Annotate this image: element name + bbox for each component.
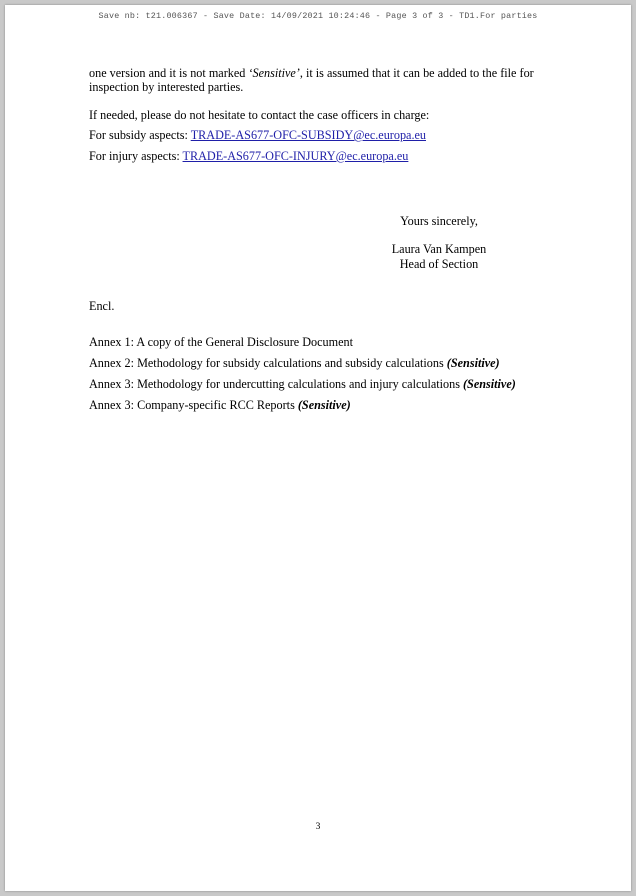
- subsidy-contact: [89, 128, 426, 142]
- sensitive-tag: (Sensitive): [297, 398, 351, 412]
- injury-label: For injury aspects:: [89, 149, 183, 163]
- signatory-role: Head of Section: [399, 257, 479, 271]
- injury-email-link[interactable]: TRADE-AS677-OFC-INJURY@ec.europa.eu: [182, 149, 409, 163]
- annex-text: Annex 3: Company-specific RCC Reports: [89, 398, 298, 412]
- closing-salutation: Yours sincerely,: [400, 214, 478, 228]
- annex-text: Annex 1: A copy of the General Disclosure Document: [89, 335, 353, 349]
- annex-text: Annex 2: Methodology for subsidy calculations and subsidy calculations: [89, 356, 447, 370]
- intro-text-before: one version and it is not marked: [89, 66, 249, 80]
- sensitive-tag: (Sensitive): [446, 356, 500, 370]
- enclosures-label: Encl.: [89, 299, 115, 313]
- save-stamp-header: Save nb: t21.006367 - Save Date: 14/09/2021 10:24:46 - Page 3 of 3 - TD1.For parties: [98, 11, 538, 21]
- intro-text-after: , it is assumed that it can be added to the file for inspection by interested parties.: [89, 66, 534, 94]
- signatory-name: Laura Van Kampen: [391, 242, 487, 256]
- subsidy-email-link[interactable]: TRADE-AS677-OFC-SUBSIDY@ec.europa.eu: [190, 128, 426, 142]
- intro-paragraph: [89, 66, 559, 94]
- annex-item: [89, 356, 500, 370]
- sensitive-tag: (Sensitive): [463, 377, 516, 391]
- annex-item: [89, 398, 351, 412]
- page-number: 3: [315, 822, 321, 832]
- injury-contact: [89, 149, 408, 163]
- annex-text: Annex 3: Methodology for undercutting calculations and injury calculations: [89, 377, 463, 391]
- intro-quoted-term: ‘Sensitive’: [248, 66, 300, 80]
- annex-item: [89, 377, 516, 391]
- contact-line: If needed, please do not hesitate to contact the case officers in charge:: [89, 108, 430, 122]
- annex-item: [89, 335, 353, 349]
- document-page: [5, 5, 631, 891]
- subsidy-label: For subsidy aspects:: [89, 128, 191, 142]
